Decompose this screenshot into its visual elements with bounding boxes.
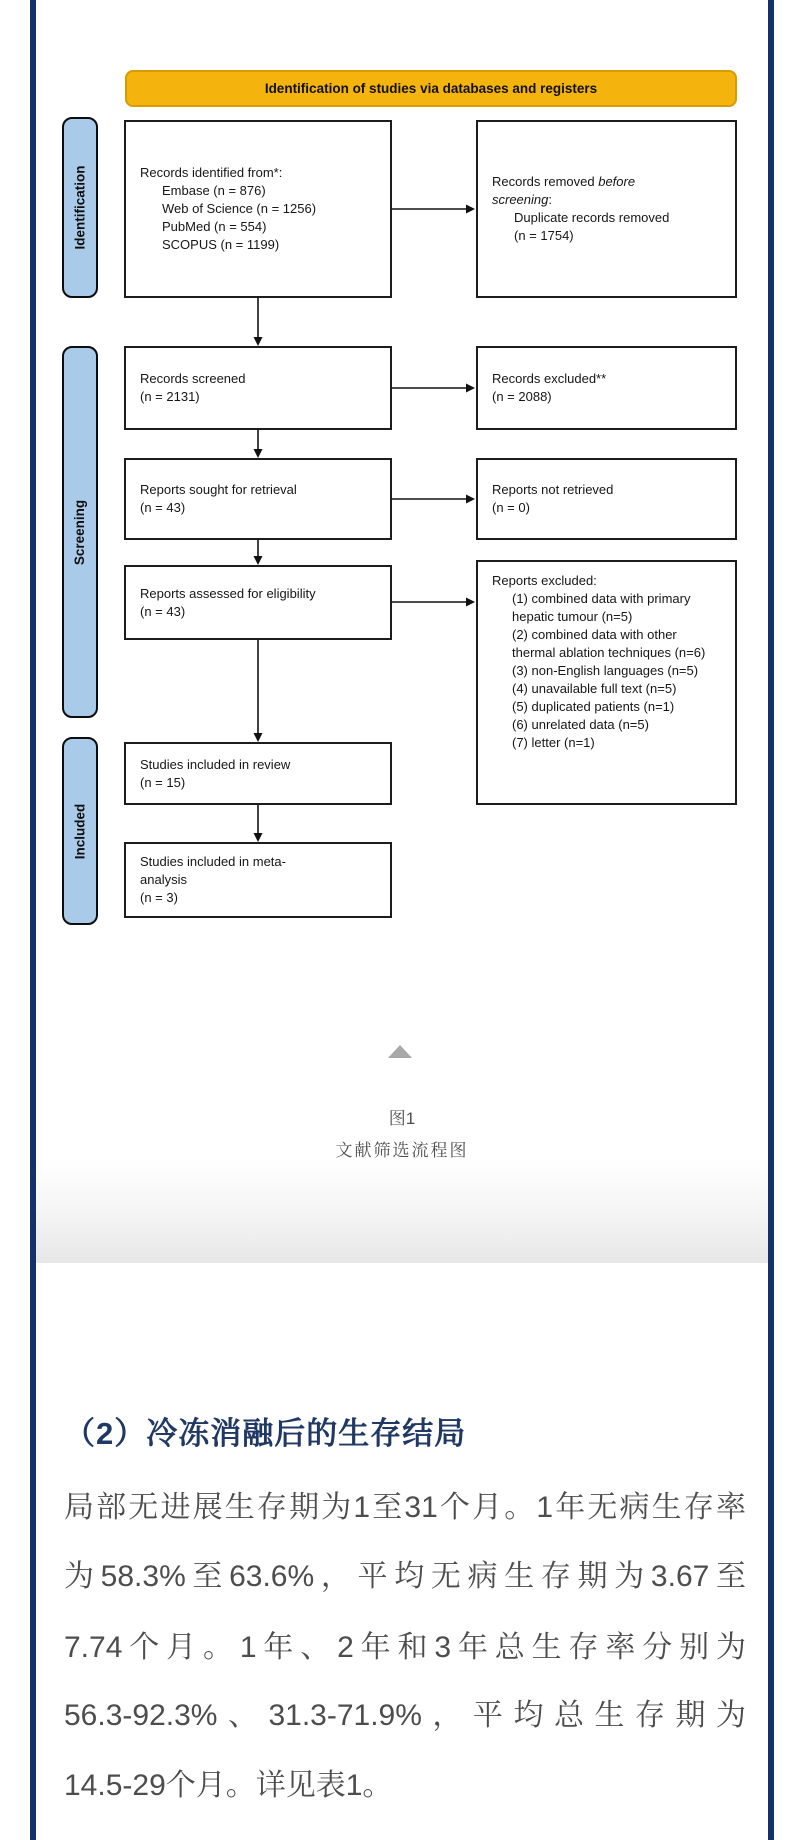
reports-sought-count: (n = 43) [140,500,186,515]
reports-assessed-line: Reports assessed for eligibility [140,585,316,601]
paragraph-line: 56.3-92.3%、31.3-71.9%，平均总生存期为 [64,1699,746,1732]
box-reports-sought [124,458,392,540]
records-screened-line: Records screened [140,371,246,386]
reports-not-retrieved-count: (n = 0) [492,500,530,515]
box-records-excluded [476,346,737,430]
paragraph-line: 为58.3%至63.6%，平均无病生存期为3.67至 [64,1560,746,1593]
reports-sought-line: Reports sought for retrieval [140,482,297,497]
box-studies-in-meta-analysis [124,842,392,918]
studies-in-meta-line: analysis [140,872,187,887]
stage-identification-label: Identification [72,165,88,250]
stage-included-label: Included [72,803,88,859]
box-records-identified [124,120,392,298]
studies-in-meta-count: (n = 3) [140,890,178,905]
records-identified-item: PubMed (n = 554) [162,219,267,234]
box-reports-excluded-reasons [476,560,737,805]
exclusion-reason: (1) combined data with primary hepatic tumour (n=5) [512,591,691,624]
studies-in-review-line: Studies included in review [140,756,291,772]
exclusion-reason: (3) non-English languages (n=5) [512,663,699,678]
box-records-removed [476,120,737,298]
exclusion-reason: (6) unrelated data (n=5) [512,717,649,732]
box-reports-assessed [124,565,392,640]
section-heading: （2）冷冻消融后的生存结局 [64,1416,467,1451]
exclusion-reason: (2) combined data with other thermal ablation techniques (n=6) [512,627,706,660]
stage-screening-label: Screening [72,499,88,565]
box-records-screened [124,346,392,430]
box-studies-in-review [124,742,392,805]
figure-label: 图1 [388,1109,416,1128]
records-identified-item: SCOPUS (n = 1199) [162,237,280,252]
records-excluded-count: (n = 2088) [492,389,552,404]
exclusion-reason: (4) unavailable full text (n=5) [512,681,677,696]
paragraph-line: 14.5-29个月。详见表1。 [64,1769,393,1802]
exclusion-reason: (5) duplicated patients (n=1) [512,699,675,714]
records-identified-title: Records identified from*: [140,165,283,180]
diagram-banner-label: Identification of studies via databases and registers [264,81,598,96]
records-removed-line: Records removed before [492,174,636,189]
records-removed-line: screening: [492,192,552,207]
reports-assessed-count: (n = 43) [140,603,186,619]
records-removed-count: (n = 1754) [514,228,574,243]
collapse-triangle-icon[interactable] [388,1045,412,1058]
records-identified-item: Embase (n = 876) [162,183,266,198]
paragraph-line: 局部无进展生存期为1至31个月。1年无病生存率 [64,1491,746,1524]
studies-in-meta-line: Studies included in meta- [140,854,286,869]
reports-not-retrieved-line: Reports not retrieved [492,482,614,497]
box-reports-not-retrieved [476,458,737,540]
section-divider-band [36,1160,768,1263]
paragraph-line: 7.74个月。1年、2年和3年总生存率分别为 [64,1631,746,1664]
studies-in-review-count: (n = 15) [140,774,186,790]
reports-excluded-title: Reports excluded: [492,573,597,588]
records-excluded-line: Records excluded** [492,371,607,386]
exclusion-reason: (7) letter (n=1) [512,735,595,750]
records-screened-count: (n = 2131) [140,389,200,404]
records-removed-item: Duplicate records removed [514,210,670,225]
figure-title: 文献筛选流程图 [335,1141,469,1160]
records-identified-item: Web of Science (n = 1256) [162,201,317,216]
